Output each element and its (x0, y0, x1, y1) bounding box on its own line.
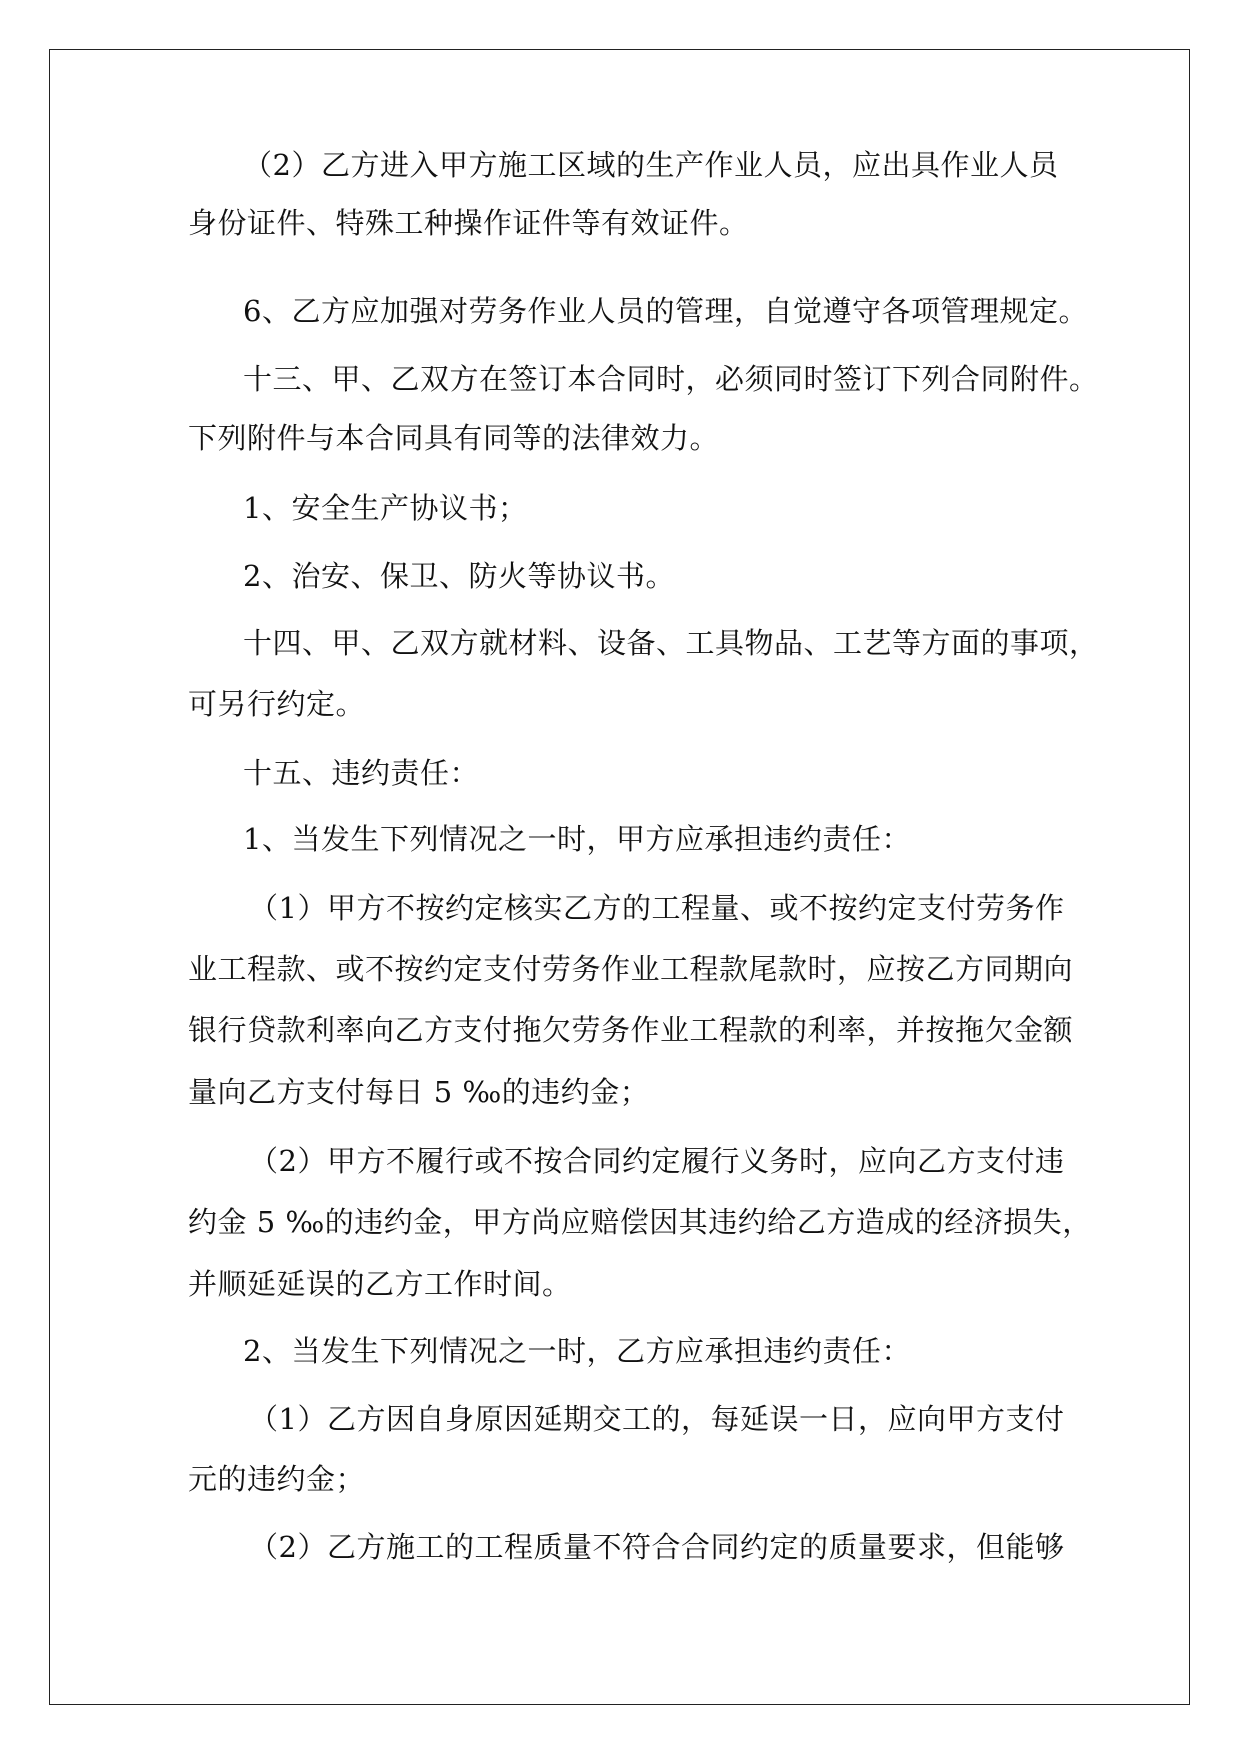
text-line: 十三、甲、乙双方在签订本合同时，必须同时签订下列合同附件。 (243, 362, 1099, 396)
text-line: 量向乙方支付每日 5 ‰的违约金； (188, 1075, 650, 1109)
text-line: 身份证件、特殊工种操作证件等有效证件。 (188, 206, 749, 240)
text-line: 业工程款、或不按约定支付劳务作业工程款尾款时，应按乙方同期向 (188, 952, 1074, 986)
text-line: 2、治安、保卫、防火等协议书。 (243, 559, 675, 593)
text-line: 6、乙方应加强对劳务作业人员的管理，自觉遵守各项管理规定。 (243, 294, 1088, 328)
text-line: 银行贷款利率向乙方支付拖欠劳务作业工程款的利率，并按拖欠金额 (188, 1013, 1074, 1047)
text-line: 并顺延延误的乙方工作时间。 (188, 1267, 572, 1301)
text-line: 十五、违约责任： (243, 756, 480, 790)
text-line: 2、当发生下列情况之一时，乙方应承担违约责任： (243, 1334, 911, 1368)
text-line: 下列附件与本合同具有同等的法律效力。 (188, 421, 720, 455)
text-line: （1）甲方不按约定核实乙方的工程量、或不按约定支付劳务作 (249, 891, 1065, 925)
text-line: 1、安全生产协议书； (243, 491, 528, 525)
text-line: 元的违约金； (188, 1462, 366, 1496)
text-line: （2）乙方进入甲方施工区域的生产作业人员，应出具作业人员 (243, 148, 1059, 182)
text-line: 可另行约定。 (188, 687, 366, 721)
text-line: （2）乙方施工的工程质量不符合合同约定的质量要求，但能够 (249, 1530, 1065, 1564)
text-line: （1）乙方因自身原因延期交工的，每延误一日，应向甲方支付 (249, 1402, 1065, 1436)
text-line: 十四、甲、乙双方就材料、设备、工具物品、工艺等方面的事项， (243, 626, 1099, 660)
text-line: （2）甲方不履行或不按合同约定履行义务时，应向乙方支付违 (249, 1144, 1065, 1178)
text-line: 1、当发生下列情况之一时，甲方应承担违约责任： (243, 822, 911, 856)
text-line: 约金 5 ‰的违约金，甲方尚应赔偿因其违约给乙方造成的经济损失， (188, 1205, 1092, 1239)
